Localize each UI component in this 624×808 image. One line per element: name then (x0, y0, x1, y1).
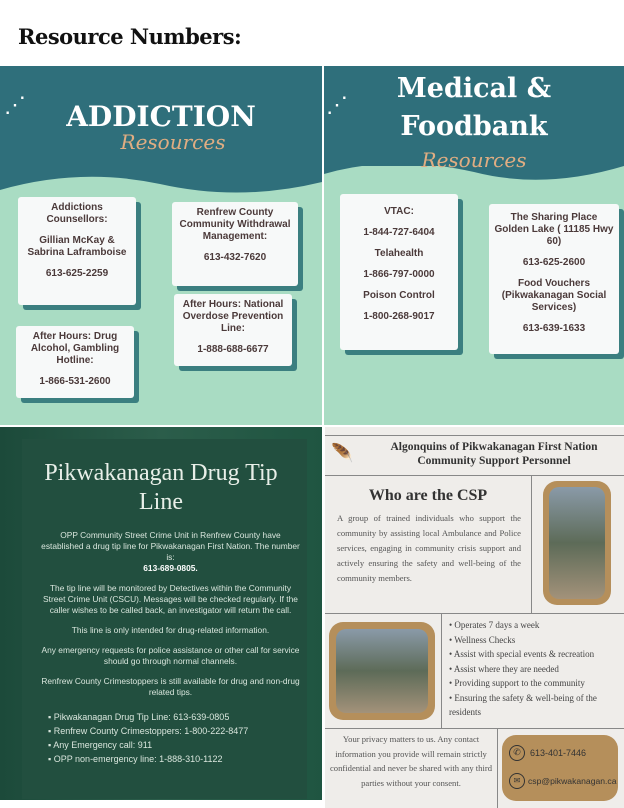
list-item: ▪ Pikwakanagan Drug Tip Line: 613-639-0805 (48, 710, 303, 724)
medical-subtitle: Resources (421, 148, 527, 172)
addiction-resources-panel (0, 66, 322, 425)
staff-photo (549, 487, 605, 599)
tip-paragraph: OPP Community Street Crime Unit in Renfrew County have established a drug tip line for Pikwakanagan First Nation. The number is: 613-689-0805. (41, 530, 300, 573)
csp-email[interactable]: csp@pikwakanagan.ca (528, 776, 617, 786)
feather-logo-icon: 🪶 (331, 443, 354, 463)
privacy-note: Your privacy matters to us. Any contact information you provide will remain strictly confidential and never be shared with any third parties without your consent. (329, 734, 493, 788)
addiction-subtitle: Resources (120, 130, 226, 154)
resource-card: After Hours: National Overdose Prevention Line: 1-888-688-6677 (174, 294, 292, 366)
sunburst-icon: ⋰ (326, 92, 348, 117)
resource-card: Renfrew County Community Withdrawal Management: 613-432-7620 (172, 202, 298, 286)
phone-icon: ✆ (509, 745, 525, 761)
resource-card: Addictions Counsellors: Gillian McKay & Sabrina Laframboise 613-625-2259 (18, 197, 136, 305)
resource-card: After Hours: Drug Alcohol, Gambling Hotline: 1-866-531-2600 (16, 326, 134, 398)
csp-header-line1: Algonquins of Pikwakanagan First Nation (390, 441, 598, 453)
tip-paragraph: This line is only intended for drug-related information. (71, 625, 270, 635)
tip-paragraph: The tip line will be monitored by Detectives within the Community Street Crime Unit (CSCU). Messages will be checked regularly. If the caller wishes to be called back, an investigator will return the call. (43, 583, 298, 615)
email-icon: ✉ (509, 773, 525, 789)
team-photo (336, 629, 428, 713)
tip-paragraph: Renfrew County Crimestoppers is still available for drug and non-drug related tips. (41, 676, 300, 697)
list-item: ▪ Any Emergency call: 911 (48, 738, 303, 752)
list-item: • Operates 7 days a week (449, 618, 621, 633)
csp-services-list (449, 618, 621, 720)
list-item: ▪ OPP non-emergency line: 1-888-310-1122 (48, 752, 303, 766)
list-item: • Assist with special events & recreation (449, 647, 621, 662)
list-item: ▪ Renfrew County Crimestoppers: 1-800-222-8477 (48, 724, 303, 738)
list-item: • Ensuring the safety & well-being of the residents (449, 691, 621, 720)
tip-paragraph: Any emergency requests for police assistance or other call for service should go through normal channels. (41, 645, 300, 666)
medical-foodbank-panel (324, 66, 624, 425)
who-title: Who are the CSP (368, 487, 488, 504)
csp-header-line2: Community Support Personnel (417, 455, 571, 467)
who-text: A group of trained individuals who support the community by assisting local Ambulance and Police services, engaging in community crisis support and actively ensuring the safety and well-being of the community members. (337, 513, 521, 583)
list-item: • Assist where they are needed (449, 662, 621, 677)
addiction-title: ADDICTION (66, 100, 256, 133)
resource-card: The Sharing Place Golden Lake ( 11185 Hwy 60) 613-625-2600 Food Vouchers (Pikwakanagan Social Services) 613-639-1633 (489, 204, 619, 354)
medical-title-line2: Foodbank (400, 111, 548, 142)
list-item: • Providing support to the community (449, 676, 621, 691)
tip-line-body (38, 530, 303, 766)
csp-phone[interactable]: 613-401-7446 (530, 748, 587, 758)
resource-card: VTAC: 1-844-727-6404 Telahealth 1-866-797-0000 Poison Control 1-800-268-9017 (340, 194, 458, 350)
list-item: • Wellness Checks (449, 633, 621, 648)
tip-line-title: Pikwakanagan Drug Tip Line (44, 460, 278, 515)
tip-contact-list (48, 710, 303, 766)
csp-panel (325, 427, 624, 808)
sunburst-icon: ⋰ (4, 92, 26, 117)
medical-title-line1: Medical & (396, 73, 552, 104)
page-title: Resource Numbers: (18, 24, 242, 49)
